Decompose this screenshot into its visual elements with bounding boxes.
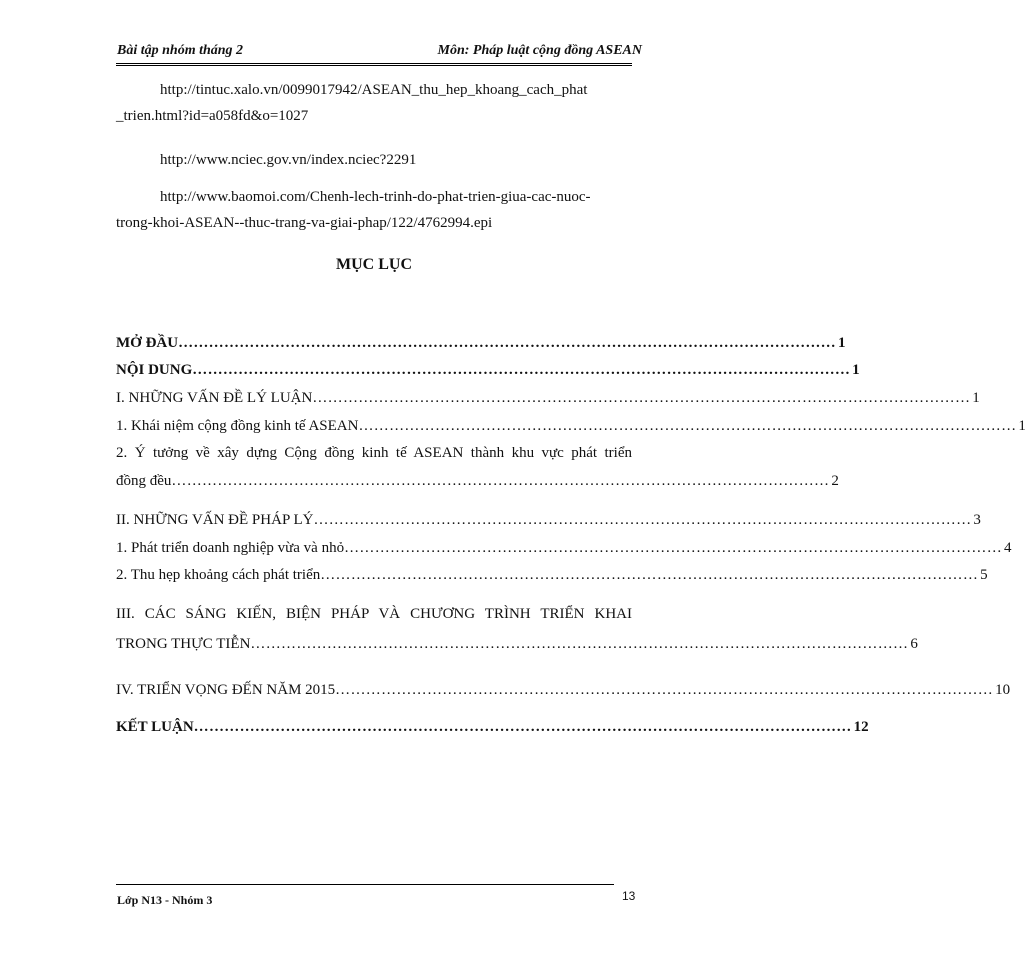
toc-leader-dots: ………………………………………………………………………………………………………………… <box>250 636 909 652</box>
page-number: 13 <box>622 889 636 903</box>
reference-link[interactable] <box>116 77 632 129</box>
reference-link-line: _trien.html?id=a058fd&o=1027 <box>116 108 309 124</box>
toc-leader-dots: ………………………………………………………………………………………………………………… <box>344 540 1002 556</box>
toc-title: MỤC LỤC <box>336 256 412 273</box>
toc-entry[interactable] <box>116 567 988 584</box>
reference-link-line: http://tintuc.xalo.vn/0099017942/ASEAN_thu_hep_khoang_cach_phat <box>160 82 588 98</box>
toc-entry[interactable] <box>116 719 869 736</box>
toc-entry-page: 12 <box>853 719 869 735</box>
toc-entry-page: 1 <box>972 390 980 406</box>
toc-entry[interactable] <box>116 636 918 653</box>
toc-entry-title: NỘI DUNG <box>116 362 193 378</box>
toc-leader-dots: ………………………………………………………………………………………………………………… <box>313 512 972 528</box>
toc-leader-dots: ………………………………………………………………………………………………………………… <box>312 390 971 406</box>
reference-link-line: http://www.nciec.gov.vn/index.nciec?2291 <box>160 152 417 168</box>
toc-entry[interactable] <box>116 473 839 490</box>
footer-class-label: Lớp N13 - Nhóm 3 <box>117 893 213 907</box>
toc-entry[interactable] <box>116 335 846 352</box>
footer-divider <box>116 884 614 885</box>
toc-entry-page: 1 <box>837 335 846 351</box>
toc-entry-title: I. NHỮNG VẤN ĐỀ LÝ LUẬN <box>116 390 313 406</box>
toc-leader-dots: ………………………………………………………………………………………………………………… <box>192 362 851 378</box>
toc-entry-title: 1. Khái niệm cộng đồng kinh tế ASEAN <box>116 418 359 434</box>
toc-leader-dots: ………………………………………………………………………………………………………………… <box>320 567 979 583</box>
toc-entry[interactable] <box>116 362 860 379</box>
toc-entry-page: 3 <box>973 512 981 528</box>
toc-entry-title: IV. TRIỂN VỌNG ĐẾN NĂM 2015 <box>116 682 336 698</box>
toc-entry[interactable] <box>116 390 980 407</box>
header-divider <box>116 63 632 66</box>
toc-entry-page: 6 <box>910 636 918 652</box>
toc-entry-page: 4 <box>1004 540 1012 556</box>
toc-leader-dots: ………………………………………………………………………………………………………………… <box>335 682 994 698</box>
toc-entry-title: TRONG THỰC TIỄN <box>116 636 251 652</box>
toc-entry-first-line[interactable]: III. CÁC SÁNG KIẾN, BIỆN PHÁP VÀ CHƯƠNG TRÌNH TRIỂN KHAI <box>116 606 632 622</box>
reference-link[interactable] <box>116 147 632 173</box>
toc-entry-title: 1. Phát triển doanh nghiệp vừa và nhỏ <box>116 540 345 556</box>
toc-entry-title: đồng đều <box>116 473 172 489</box>
header-course-label: Bài tập nhóm tháng 2 <box>117 43 244 58</box>
toc-leader-dots: ………………………………………………………………………………………………………………… <box>358 418 1017 434</box>
toc-entry-page: 1 <box>1018 418 1026 434</box>
toc-entry-title: KẾT LUẬN <box>116 719 194 735</box>
header-subject-label: Môn: Pháp luật cộng đồng ASEAN <box>437 43 642 58</box>
reference-link-line: trong-khoi-ASEAN--thuc-trang-va-giai-phap/122/4762994.epi <box>116 215 493 231</box>
reference-link[interactable] <box>116 184 632 236</box>
toc-leader-dots: ………………………………………………………………………………………………………………… <box>193 719 852 735</box>
reference-link-line: http://www.baomoi.com/Chenh-lech-trinh-do-phat-trien-giua-cac-nuoc- <box>160 189 591 205</box>
toc-leader-dots: ………………………………………………………………………………………………………………… <box>178 335 836 351</box>
toc-entry[interactable] <box>116 540 1012 557</box>
toc-entry[interactable] <box>116 682 1011 699</box>
toc-entry-page: 2 <box>831 473 839 489</box>
toc-entry-page: 5 <box>980 567 988 583</box>
toc-entry-title: II. NHỮNG VẤN ĐỀ PHÁP LÝ <box>116 512 314 528</box>
toc-entry-title: MỞ ĐẦU <box>116 335 179 351</box>
toc-entry-title: 2. Thu hẹp khoảng cách phát triển <box>116 567 321 583</box>
toc-entry-page: 10 <box>995 682 1011 698</box>
toc-entry[interactable] <box>116 418 1026 435</box>
toc-leader-dots: ………………………………………………………………………………………………………………… <box>171 473 830 489</box>
toc-entry[interactable] <box>116 512 981 529</box>
toc-entry-first-line[interactable]: 2. Ý tưởng về xây dựng Cộng đồng kinh tế ASEAN thành khu vực phát triển <box>116 445 632 461</box>
toc-entry-page: 1 <box>852 362 860 378</box>
